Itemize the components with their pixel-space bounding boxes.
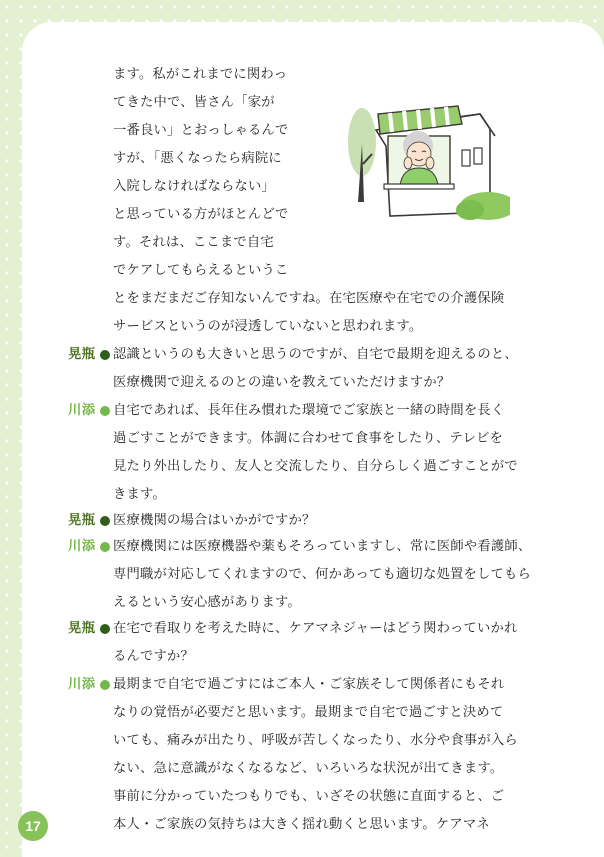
speaker-akihira: 晃瓶 (68, 513, 96, 528)
text-line: なりの覚悟が必要だと思います。最期まで自宅で過ごすと決めて (113, 705, 504, 720)
text-line: 医療機関の場合はいかがですか？ (113, 513, 316, 528)
text-line: 過ごすことができます。体調に合わせて食事をしたり、テレビを (113, 431, 504, 446)
text-line: 在宅で看取りを考えた時に、ケアマネジャーはどう関わっていかれ (113, 621, 518, 636)
text-line: 一番良い」とおっしゃるんで (113, 123, 289, 138)
text-line: ない、急に意識がなくなるなど、いろいろな状況が出てきます。 (113, 761, 504, 776)
speaker-kawazoe: 川添 (68, 403, 96, 418)
text-line: てきた中で、皆さん「家が (113, 95, 275, 110)
text-line: 最期まで自宅で過ごすにはご本人・ご家族そして関係者にもそれ (113, 677, 505, 692)
text-line: ます。私がこれまでに関わっ (113, 67, 288, 82)
text-line: 事前に分かっていたつもりでも、いざその状態に直面すると、ご (113, 789, 505, 804)
speaker-kawazoe: 川添 (68, 539, 96, 554)
text-line: いても、痛みが出たり、呼吸が苦しくなったり、水分や食事が入ら (113, 733, 518, 748)
speaker-bullet (100, 542, 110, 552)
speaker-akihira: 晃瓶 (68, 347, 96, 362)
speaker-bullet (100, 516, 110, 526)
text-line: えるという安心感があります。 (113, 595, 301, 610)
text-line: すが、「悪くなったら病院に (113, 151, 282, 166)
text-line: サービスというのが浸透していないと思われます。 (113, 319, 423, 334)
text-line: 医療機関には医療機器や薬もそろっていますし、常に医師や看護師、 (113, 539, 532, 554)
text-line: るんですか？ (113, 649, 194, 664)
text-line: とをまだまだご存知ないんですね。在宅医療や在宅での介護保険 (113, 291, 505, 306)
text-line: 自宅であれば、長年住み慣れた環境でご家族と一緒の時間を長く (113, 403, 505, 418)
text-line: きます。 (113, 487, 166, 502)
speaker-bullet (100, 350, 110, 360)
speaker-kawazoe: 川添 (68, 677, 96, 692)
page-number: 17 (18, 811, 48, 841)
house-illustration-icon (330, 84, 510, 224)
speaker-akihira: 晃瓶 (68, 621, 96, 636)
speaker-bullet (100, 406, 110, 416)
text-line: 本人・ご家族の気持ちは大きく揺れ動くと思います。ケアマネ (113, 817, 490, 832)
text-line: でケアしてもらえるというこ (113, 263, 289, 278)
text-line: 見たり外出したり、友人と交流したり、自分らしく過ごすことがで (113, 459, 518, 474)
text-line: と思っている方がほとんどで (113, 207, 289, 222)
text-line: す。それは、ここまで自宅 (113, 235, 274, 250)
text-line: 入院しなければならない」 (113, 179, 275, 194)
speaker-bullet (100, 624, 110, 634)
speaker-bullet (100, 680, 110, 690)
text-line: 専門職が対応してくれますので、何かあっても適切な処置をしてもら (113, 567, 532, 582)
text-line: 認識というのも大きいと思うのですが、自宅で最期を迎えるのと、 (113, 347, 518, 362)
text-line: 医療機関で迎えるのとの違いを教えていただけますか？ (113, 375, 451, 390)
